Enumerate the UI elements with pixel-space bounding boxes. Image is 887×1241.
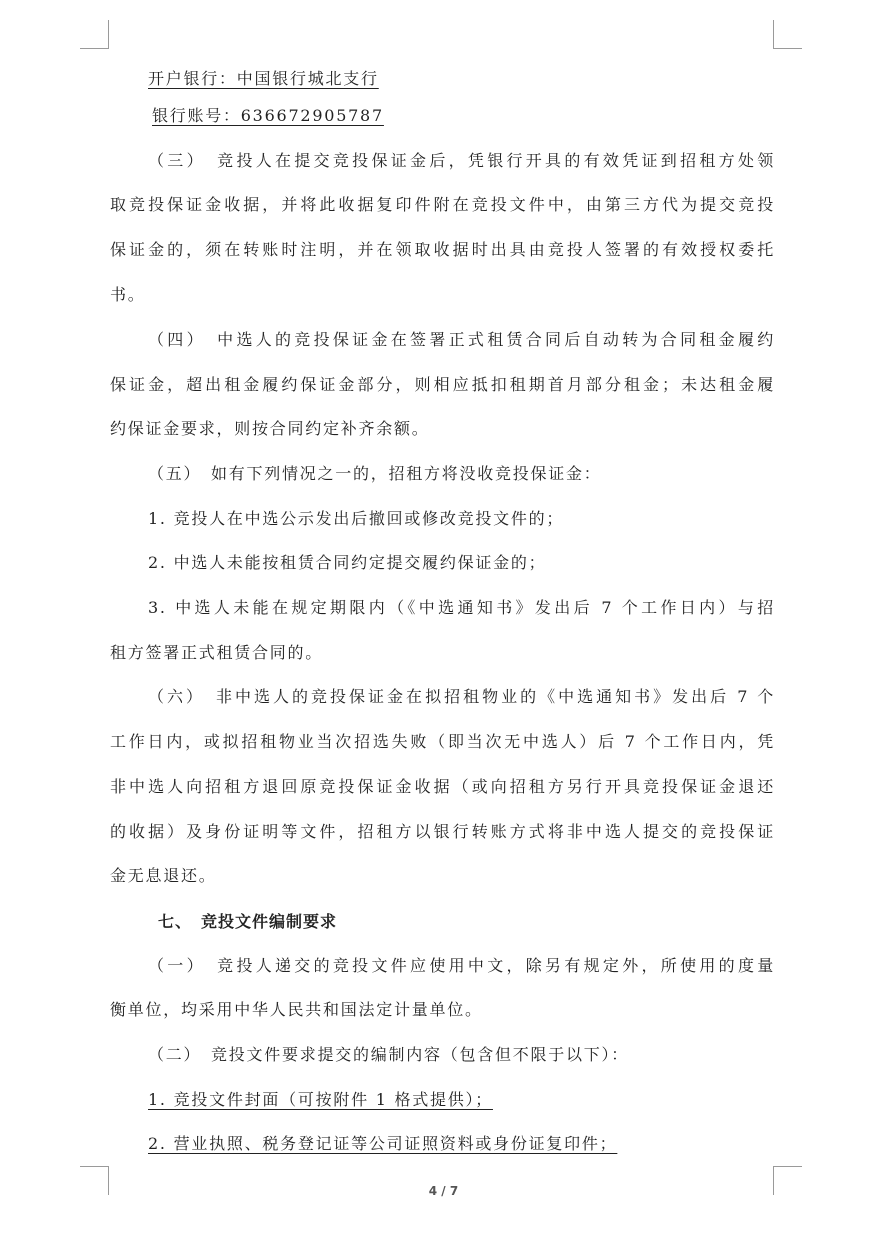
paragraph-6-line-1: （六） 非中选人的竞投保证金在拟招租物业的《中选通知书》发出后 7 个 bbox=[148, 687, 775, 706]
paragraph-3-line-3: 保证金的，须在转账时注明，并在领取收据时出具由竞投人签署的有效授权委托 bbox=[110, 240, 775, 259]
list-item-5-1: 1. 竞投人在中选公示发出后撤回或修改竞投文件的； bbox=[148, 509, 565, 528]
crop-mark-top-left bbox=[80, 20, 109, 49]
crop-mark-top-right bbox=[773, 20, 802, 49]
section-7-heading: 七、 竞投文件编制要求 bbox=[158, 912, 338, 931]
paragraph-3-line-1: （三） 竞投人在提交竞投保证金后，凭银行开具的有效凭证到招租方处领 bbox=[148, 151, 775, 170]
paragraph-6-line-5: 金无息退还。 bbox=[110, 866, 217, 885]
list-item-5-2: 2. 中选人未能按租赁合同约定提交履约保证金的； bbox=[148, 553, 547, 572]
list-item-5-3-line-1: 3. 中选人未能在规定期限内（《中选通知书》发出后 7 个工作日内）与招 bbox=[148, 598, 775, 617]
section-7-paragraph-1-line-1: （一） 竞投人递交的竞投文件应使用中文，除另有规定外，所使用的度量 bbox=[148, 956, 775, 975]
paragraph-4-line-1: （四） 中选人的竞投保证金在签署正式租赁合同后自动转为合同租金履约 bbox=[148, 330, 775, 349]
page-number: 4 / 7 bbox=[428, 1184, 459, 1198]
section-7-list-item-2: 2. 营业执照、税务登记证等公司证照资料或身份证复印件； bbox=[148, 1134, 618, 1153]
section-7-paragraph-2: （二） 竞投文件要求提交的编制内容（包含但不限于以下）： bbox=[148, 1045, 630, 1064]
paragraph-6-line-4: 的收据）及身份证明等文件，招租方以银行转账方式将非中选人提交的竞投保证 bbox=[110, 822, 775, 841]
bank-name-line: 开户银行：中国银行城北支行 bbox=[148, 69, 379, 88]
paragraph-3-line-4: 书。 bbox=[110, 285, 146, 304]
list-item-5-3-line-2: 租方签署正式租赁合同的。 bbox=[110, 643, 324, 662]
paragraph-6-line-2: 工作日内，或拟招租物业当次招选失败（即当次无中选人）后 7 个工作日内，凭 bbox=[110, 732, 775, 751]
bank-account-line: 银行账号：636672905787 bbox=[152, 106, 384, 125]
section-7-paragraph-1-line-2: 衡单位，均采用中华人民共和国法定计量单位。 bbox=[110, 1000, 483, 1019]
paragraph-5-line-1: （五） 如有下列情况之一的，招租方将没收竞投保证金： bbox=[148, 464, 602, 483]
paragraph-3-line-2: 取竞投保证金收据，并将此收据复印件附在竞投文件中，由第三方代为提交竞投 bbox=[110, 195, 775, 214]
paragraph-6-line-3: 非中选人向招租方退回原竞投保证金收据（或向招租方另行开具竞投保证金退还 bbox=[110, 777, 775, 796]
paragraph-4-line-2: 保证金，超出租金履约保证金部分，则相应抵扣租期首月部分租金；未达租金履 bbox=[110, 375, 775, 394]
paragraph-4-line-3: 约保证金要求，则按合同约定补齐余额。 bbox=[110, 419, 430, 438]
section-7-list-item-1: 1. 竞投文件封面（可按附件 1 格式提供）； bbox=[148, 1090, 493, 1109]
